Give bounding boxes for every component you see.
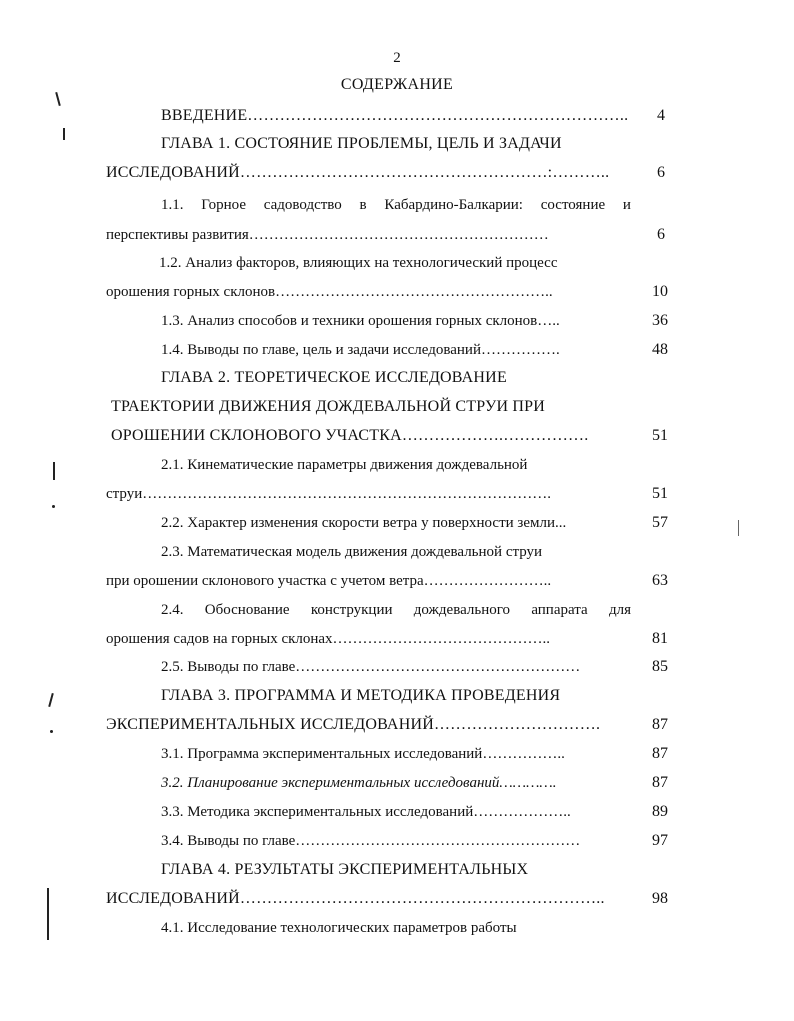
word: в — [359, 197, 367, 213]
toc-page-1-4: 48 — [652, 341, 668, 358]
toc-page-3-3: 89 — [652, 803, 668, 820]
scan-mark — [50, 730, 53, 733]
scan-mark — [53, 462, 55, 480]
toc-page-3-4: 97 — [652, 832, 668, 849]
toc-section-3-4: 3.4. Выводы по главе………………………………………………… — [161, 833, 581, 849]
word: аппарата — [531, 602, 588, 618]
scan-mark — [47, 888, 49, 940]
toc-page-1-3: 36 — [652, 312, 668, 329]
toc-page-2-2: 57 — [652, 514, 668, 531]
word: дождевального — [413, 602, 511, 618]
toc-section-1-1 — [161, 195, 631, 215]
word: конструкции — [310, 602, 393, 618]
toc-section-2-1-cont: струи………………………………………………………………………. — [106, 486, 551, 502]
word: и — [622, 197, 631, 213]
toc-chapter-4-title-cont: ИССЛЕДОВАНИЙ………………………………………………………….. — [106, 890, 605, 907]
toc-page-2-5: 85 — [652, 658, 668, 675]
toc-section-1-2: 1.2. Анализ факторов, влияющих на технологический процесс — [159, 255, 558, 271]
toc-page-1-1: 6 — [657, 226, 665, 243]
toc-section-2-4 — [161, 600, 631, 620]
toc-section-2-5: 2.5. Выводы по главе………………………………………………… — [161, 659, 581, 675]
toc-section-2-4-cont: орошения садов на горных склонах…………………………………….. — [106, 631, 551, 647]
toc-page-3-2: 87 — [652, 774, 668, 791]
toc-page-chapter-3: 87 — [652, 716, 668, 733]
word: 2.4. — [161, 602, 184, 618]
toc-chapter-2-title-cont: ТРАЕКТОРИИ ДВИЖЕНИЯ ДОЖДЕВАЛЬНОЙ СТРУИ ПРИ — [111, 398, 546, 415]
word: садоводство — [263, 197, 342, 213]
toc-page-2-1: 51 — [652, 485, 668, 502]
toc-page-chapter-1: 6 — [657, 164, 665, 181]
toc-section-3-3: 3.3. Методика экспериментальных исследований……………….. — [161, 804, 571, 820]
word: 1.1. — [161, 197, 184, 213]
toc-section-2-3: 2.3. Математическая модель движения дождевальной струи — [161, 544, 543, 560]
word: состояние — [540, 197, 606, 213]
toc-section-2-3-cont: при орошении склонового участка с учетом ветра…………………….. — [106, 573, 552, 589]
toc-section-1-4: 1.4. Выводы по главе, цель и задачи исследований……………. — [161, 342, 560, 358]
toc-section-1-1-cont: перспективы развития…………………………………………………… — [106, 227, 549, 243]
toc-section-2-1: 2.1. Кинематические параметры движения дождевальной — [161, 457, 528, 473]
toc-entry-intro: ВВЕДЕНИЕ…………………………………………………………….. — [161, 107, 629, 124]
toc-page-chapter-4: 98 — [652, 890, 668, 907]
toc-section-2-2: 2.2. Характер изменения скорости ветра у поверхности земли... — [161, 515, 567, 531]
word: Обоснование — [204, 602, 290, 618]
toc-section-1-3: 1.3. Анализ способов и техники орошения горных склонов….. — [161, 313, 560, 329]
page-number: 2 — [393, 50, 401, 66]
scan-mark — [63, 128, 65, 140]
toc-chapter-4-title: ГЛАВА 4. РЕЗУЛЬТАТЫ ЭКСПЕРИМЕНТАЛЬНЫХ — [161, 861, 529, 878]
word: Горное — [201, 197, 246, 213]
toc-section-4-1: 4.1. Исследование технологических параметров работы — [161, 920, 517, 936]
toc-title: СОДЕРЖАНИЕ — [340, 76, 454, 93]
toc-page-1-2: 10 — [652, 283, 668, 300]
toc-section-3-1: 3.1. Программа экспериментальных исследований…………….. — [161, 746, 565, 762]
toc-chapter-1-title-cont: ИССЛЕДОВАНИЙ…………………………………………………:……….. — [106, 164, 610, 181]
scan-mark — [738, 520, 739, 536]
toc-section-3-2: 3.2. Планирование экспериментальных исследований…………. — [161, 775, 557, 791]
word: для — [608, 602, 631, 618]
toc-page-2-3: 63 — [652, 572, 668, 589]
toc-chapter-3-title-cont: ЭКСПЕРИМЕНТАЛЬНЫХ ИССЛЕДОВАНИЙ…………………………. — [106, 716, 601, 733]
scan-mark — [52, 505, 55, 508]
toc-page-chapter-2: 51 — [652, 427, 668, 444]
toc-page-3-1: 87 — [652, 745, 668, 762]
toc-chapter-1-title: ГЛАВА 1. СОСТОЯНИЕ ПРОБЛЕМЫ, ЦЕЛЬ И ЗАДАЧИ — [161, 135, 562, 152]
toc-chapter-2-title-cont-2: ОРОШЕНИИ СКЛОНОВОГО УЧАСТКА……………….……………. — [111, 427, 589, 444]
toc-section-1-2-cont: орошения горных склонов……………………………………………….. — [106, 284, 553, 300]
word: Кабардино-Балкарии: — [384, 197, 523, 213]
toc-chapter-3-title: ГЛАВА 3. ПРОГРАММА И МЕТОДИКА ПРОВЕДЕНИЯ — [161, 687, 561, 704]
toc-page-intro: 4 — [657, 107, 665, 124]
toc-chapter-2-title: ГЛАВА 2. ТЕОРЕТИЧЕСКОЕ ИССЛЕДОВАНИЕ — [161, 369, 507, 386]
toc-page-2-4: 81 — [652, 630, 668, 647]
